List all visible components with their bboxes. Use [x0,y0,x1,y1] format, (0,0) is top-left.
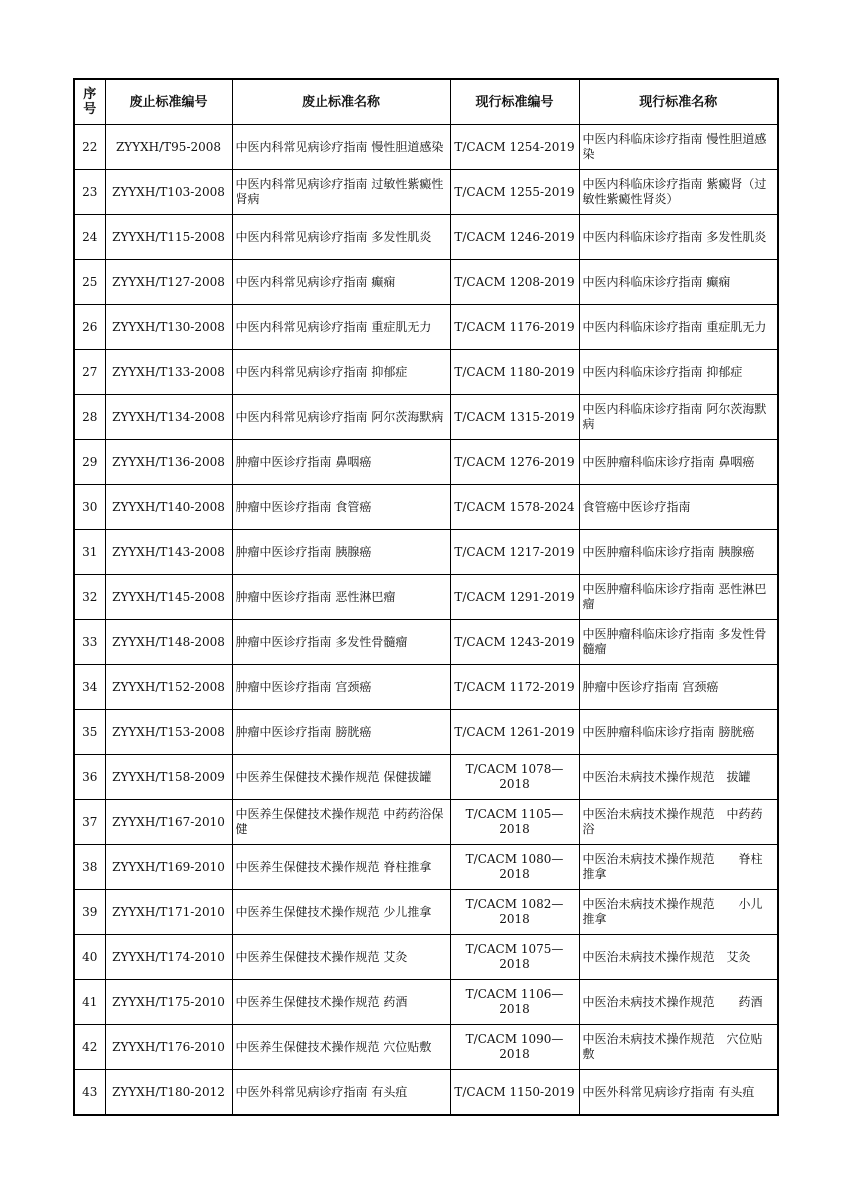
cell-new-name: 中医治未病技术操作规范 脊柱推拿 [579,845,778,890]
cell-old-code: ZYYXH/T130-2008 [105,305,232,350]
cell-new-code: T/CACM 1090—2018 [450,1025,579,1070]
cell-old-name: 中医内科常见病诊疗指南 癫痫 [232,260,450,305]
cell-old-name: 中医外科常见病诊疗指南 有头疽 [232,1070,450,1116]
cell-no: 39 [74,890,105,935]
cell-new-name: 中医内科临床诊疗指南 重症肌无力 [579,305,778,350]
table-row [74,1025,778,1070]
cell-new-name: 肿瘤中医诊疗指南 宫颈癌 [579,665,778,710]
cell-new-name: 中医内科临床诊疗指南 阿尔茨海默病 [579,395,778,440]
table-row [74,125,778,170]
col-header-old-name: 废止标准名称 [232,79,450,125]
cell-new-name: 中医内科临床诊疗指南 紫癜肾（过敏性紫癜性肾炎） [579,170,778,215]
table-row [74,620,778,665]
cell-old-name: 中医内科常见病诊疗指南 抑郁症 [232,350,450,395]
cell-old-name: 中医养生保健技术操作规范 少儿推拿 [232,890,450,935]
cell-old-name: 肿瘤中医诊疗指南 鼻咽癌 [232,440,450,485]
table-row [74,890,778,935]
cell-old-name: 中医养生保健技术操作规范 药酒 [232,980,450,1025]
cell-new-code: T/CACM 1078—2018 [450,755,579,800]
col-header-no: 序号 [74,79,105,125]
cell-new-code: T/CACM 1176-2019 [450,305,579,350]
cell-old-code: ZYYXH/T143-2008 [105,530,232,575]
table-row [74,665,778,710]
cell-new-code: T/CACM 1150-2019 [450,1070,579,1116]
cell-new-code: T/CACM 1080—2018 [450,845,579,890]
cell-new-name: 中医外科常见病诊疗指南 有头疽 [579,1070,778,1116]
cell-new-name: 中医肿瘤科临床诊疗指南 鼻咽癌 [579,440,778,485]
table-row [74,305,778,350]
cell-old-code: ZYYXH/T174-2010 [105,935,232,980]
cell-old-code: ZYYXH/T175-2010 [105,980,232,1025]
cell-no: 37 [74,800,105,845]
cell-old-name: 肿瘤中医诊疗指南 宫颈癌 [232,665,450,710]
table-row [74,980,778,1025]
table-row [74,530,778,575]
cell-no: 27 [74,350,105,395]
cell-new-name: 中医肿瘤科临床诊疗指南 恶性淋巴瘤 [579,575,778,620]
cell-no: 23 [74,170,105,215]
cell-no: 36 [74,755,105,800]
table-body [74,125,778,1116]
cell-old-code: ZYYXH/T167-2010 [105,800,232,845]
cell-old-code: ZYYXH/T158-2009 [105,755,232,800]
cell-new-code: T/CACM 1254-2019 [450,125,579,170]
cell-old-name: 肿瘤中医诊疗指南 多发性骨髓瘤 [232,620,450,665]
cell-old-name: 中医内科常见病诊疗指南 阿尔茨海默病 [232,395,450,440]
cell-new-code: T/CACM 1208-2019 [450,260,579,305]
cell-no: 41 [74,980,105,1025]
cell-new-code: T/CACM 1082—2018 [450,890,579,935]
table-row [74,440,778,485]
cell-new-name: 中医治未病技术操作规范 药酒 [579,980,778,1025]
cell-no: 22 [74,125,105,170]
cell-old-code: ZYYXH/T127-2008 [105,260,232,305]
cell-old-name: 肿瘤中医诊疗指南 膀胱癌 [232,710,450,755]
table-row [74,485,778,530]
cell-no: 35 [74,710,105,755]
table-row [74,1070,778,1116]
table-row [74,755,778,800]
table-row [74,800,778,845]
cell-new-name: 中医治未病技术操作规范 中药药浴 [579,800,778,845]
cell-old-code: ZYYXH/T152-2008 [105,665,232,710]
cell-new-name: 中医内科临床诊疗指南 多发性肌炎 [579,215,778,260]
cell-new-name: 中医治未病技术操作规范 拔罐 [579,755,778,800]
cell-old-code: ZYYXH/T148-2008 [105,620,232,665]
col-header-new-name: 现行标准名称 [579,79,778,125]
cell-new-code: T/CACM 1246-2019 [450,215,579,260]
cell-no: 28 [74,395,105,440]
cell-old-name: 中医养生保健技术操作规范 保健拔罐 [232,755,450,800]
cell-no: 34 [74,665,105,710]
cell-old-code: ZYYXH/T176-2010 [105,1025,232,1070]
cell-no: 38 [74,845,105,890]
cell-new-name: 中医治未病技术操作规范 艾灸 [579,935,778,980]
cell-old-code: ZYYXH/T136-2008 [105,440,232,485]
cell-old-name: 肿瘤中医诊疗指南 恶性淋巴瘤 [232,575,450,620]
cell-old-code: ZYYXH/T169-2010 [105,845,232,890]
table-row [74,350,778,395]
cell-old-name: 中医养生保健技术操作规范 艾灸 [232,935,450,980]
cell-new-code: T/CACM 1276-2019 [450,440,579,485]
cell-new-code: T/CACM 1105—2018 [450,800,579,845]
cell-old-code: ZYYXH/T115-2008 [105,215,232,260]
col-header-new-code: 现行标准编号 [450,79,579,125]
cell-new-code: T/CACM 1106—2018 [450,980,579,1025]
cell-new-name: 中医治未病技术操作规范 穴位贴敷 [579,1025,778,1070]
table-row [74,935,778,980]
cell-old-name: 中医内科常见病诊疗指南 多发性肌炎 [232,215,450,260]
cell-old-name: 中医养生保健技术操作规范 脊柱推拿 [232,845,450,890]
cell-new-name: 食管癌中医诊疗指南 [579,485,778,530]
cell-old-name: 中医养生保健技术操作规范 中药药浴保健 [232,800,450,845]
cell-no: 29 [74,440,105,485]
table-row [74,575,778,620]
standards-table [73,78,779,1116]
cell-old-code: ZYYXH/T180-2012 [105,1070,232,1116]
cell-new-name: 中医内科临床诊疗指南 抑郁症 [579,350,778,395]
cell-no: 43 [74,1070,105,1116]
cell-new-code: T/CACM 1255-2019 [450,170,579,215]
table-row [74,710,778,755]
table-header-row [74,79,778,125]
cell-old-name: 中医内科常见病诊疗指南 慢性胆道感染 [232,125,450,170]
cell-new-name: 中医治未病技术操作规范 小儿推拿 [579,890,778,935]
cell-new-code: T/CACM 1075—2018 [450,935,579,980]
cell-new-name: 中医肿瘤科临床诊疗指南 膀胱癌 [579,710,778,755]
cell-new-name: 中医内科临床诊疗指南 癫痫 [579,260,778,305]
cell-new-code: T/CACM 1291-2019 [450,575,579,620]
cell-old-code: ZYYXH/T134-2008 [105,395,232,440]
cell-new-code: T/CACM 1217-2019 [450,530,579,575]
table-row [74,260,778,305]
cell-no: 42 [74,1025,105,1070]
cell-no: 31 [74,530,105,575]
table-row [74,845,778,890]
cell-new-name: 中医肿瘤科临床诊疗指南 胰腺癌 [579,530,778,575]
cell-new-name: 中医内科临床诊疗指南 慢性胆道感染 [579,125,778,170]
cell-no: 33 [74,620,105,665]
cell-old-code: ZYYXH/T133-2008 [105,350,232,395]
cell-old-code: ZYYXH/T171-2010 [105,890,232,935]
cell-no: 32 [74,575,105,620]
col-header-old-code: 废止标准编号 [105,79,232,125]
cell-no: 30 [74,485,105,530]
cell-no: 25 [74,260,105,305]
cell-old-name: 肿瘤中医诊疗指南 胰腺癌 [232,530,450,575]
cell-old-name: 肿瘤中医诊疗指南 食管癌 [232,485,450,530]
cell-old-name: 中医内科常见病诊疗指南 过敏性紫癜性肾病 [232,170,450,215]
table-row [74,170,778,215]
cell-new-code: T/CACM 1180-2019 [450,350,579,395]
cell-old-name: 中医内科常见病诊疗指南 重症肌无力 [232,305,450,350]
cell-old-code: ZYYXH/T103-2008 [105,170,232,215]
cell-old-code: ZYYXH/T95-2008 [105,125,232,170]
cell-new-name: 中医肿瘤科临床诊疗指南 多发性骨髓瘤 [579,620,778,665]
cell-old-code: ZYYXH/T140-2008 [105,485,232,530]
table-row [74,215,778,260]
cell-no: 26 [74,305,105,350]
cell-new-code: T/CACM 1261-2019 [450,710,579,755]
cell-new-code: T/CACM 1315-2019 [450,395,579,440]
cell-new-code: T/CACM 1172-2019 [450,665,579,710]
table-row [74,395,778,440]
cell-old-code: ZYYXH/T153-2008 [105,710,232,755]
cell-old-name: 中医养生保健技术操作规范 穴位贴敷 [232,1025,450,1070]
cell-no: 40 [74,935,105,980]
cell-new-code: T/CACM 1578-2024 [450,485,579,530]
cell-new-code: T/CACM 1243-2019 [450,620,579,665]
cell-old-code: ZYYXH/T145-2008 [105,575,232,620]
cell-no: 24 [74,215,105,260]
